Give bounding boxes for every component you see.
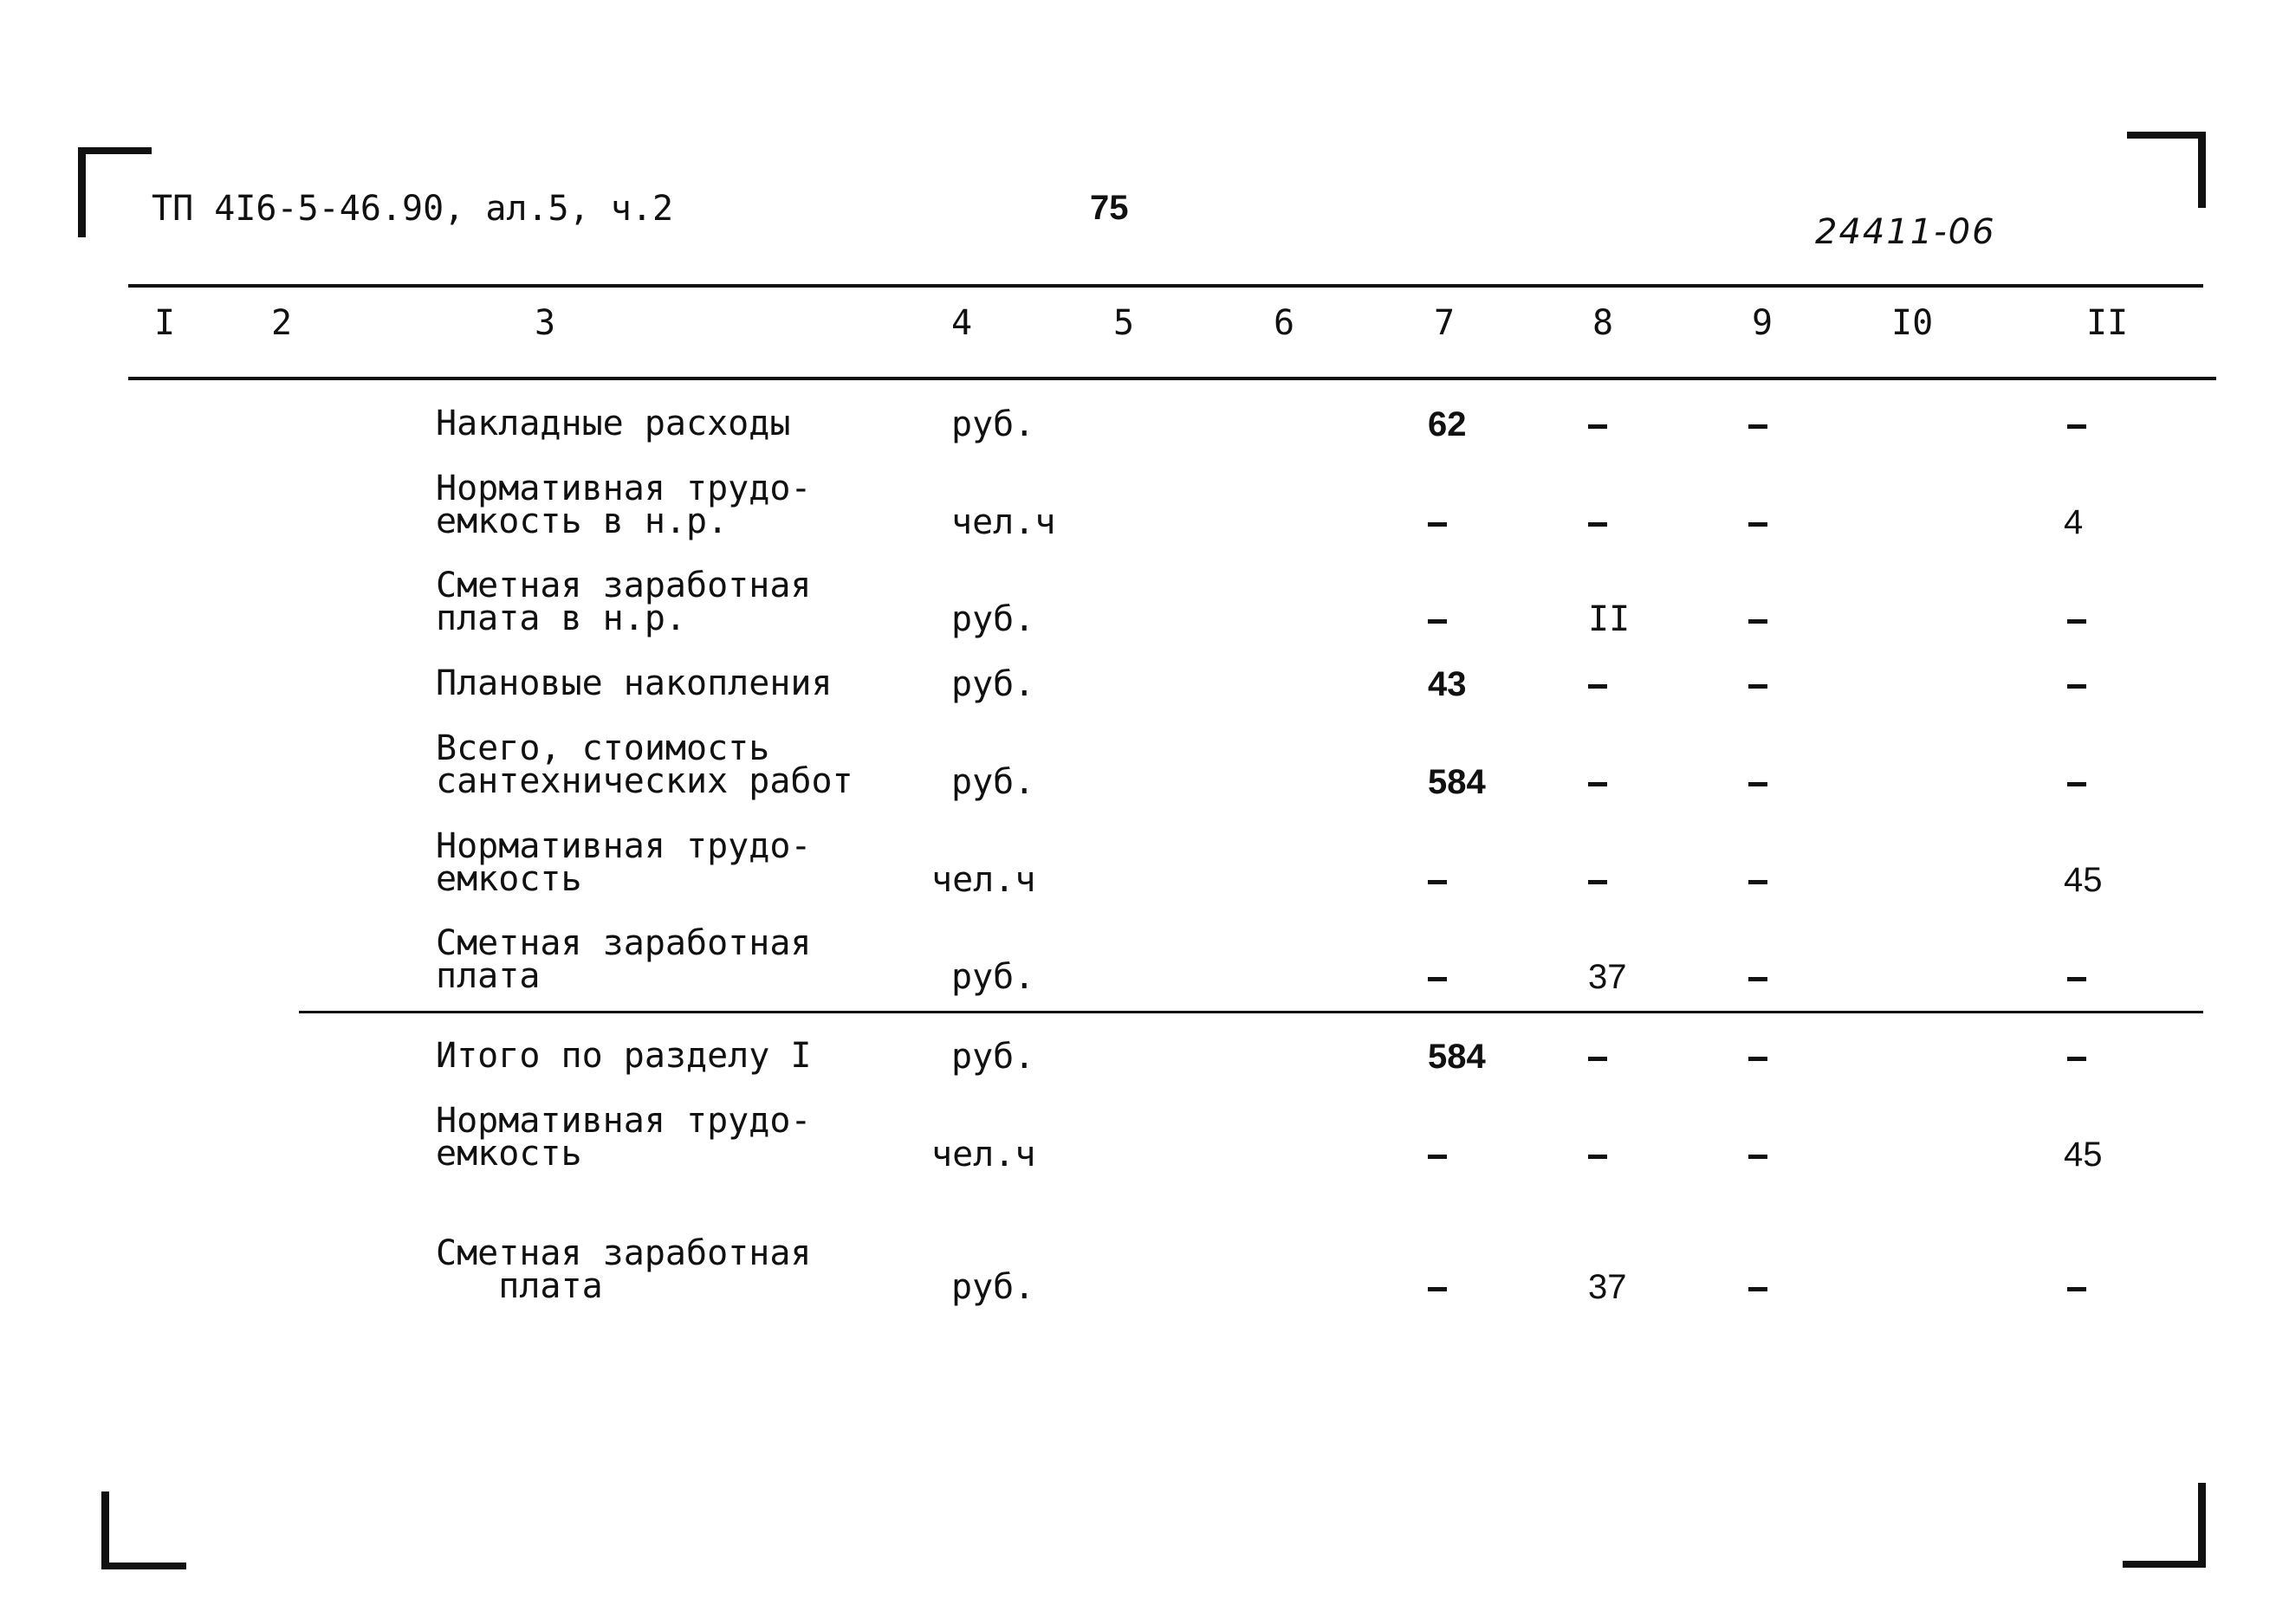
row-description <box>436 826 812 899</box>
cell-value-c7: 584 <box>1428 763 1486 801</box>
row-description-line: плата в н.р. <box>436 598 686 638</box>
row-description-line: Нормативная трудо- <box>436 826 812 866</box>
empty-dash <box>1748 522 1767 527</box>
column-number: 3 <box>535 303 556 343</box>
column-number: 9 <box>1752 303 1773 343</box>
empty-dash <box>2067 619 2086 624</box>
empty-dash <box>2067 782 2086 786</box>
column-number: II <box>2086 303 2129 343</box>
row-unit: чел.ч <box>931 860 1036 900</box>
empty-dash <box>1588 1057 1607 1061</box>
empty-dash <box>2067 1057 2086 1061</box>
row-description-line: Сметная заработная <box>436 1233 812 1273</box>
row-description-line: емкость в н.р. <box>436 501 729 541</box>
corner-mark-top-left <box>78 147 152 154</box>
row-description-line: Сметная заработная <box>436 923 812 963</box>
empty-dash <box>2067 684 2086 689</box>
cell-value-c11: 4 <box>2064 503 2084 541</box>
row-unit: руб. <box>951 762 1035 802</box>
row-unit: руб. <box>951 1267 1035 1307</box>
row-description <box>436 404 791 443</box>
row-description <box>436 1233 812 1306</box>
row-description-line: Сметная заработная <box>436 566 812 605</box>
empty-dash <box>1428 1155 1447 1159</box>
row-description-line: Нормативная трудо- <box>436 1101 812 1141</box>
row-description-line: сантехнических работ <box>436 761 853 801</box>
empty-dash <box>1588 1155 1607 1159</box>
document-code: ТП 4I6-5-46.90, ал.5, ч.2 <box>152 189 674 229</box>
empty-dash <box>1428 977 1447 981</box>
column-number: 4 <box>951 303 973 343</box>
empty-dash <box>1428 1287 1447 1291</box>
empty-dash <box>2067 1287 2086 1291</box>
row-description-line: емкость <box>436 1134 582 1174</box>
empty-dash <box>1748 782 1767 786</box>
corner-mark-top-right <box>2198 132 2206 208</box>
row-unit: чел.ч <box>951 502 1056 542</box>
cell-value-c7: 62 <box>1428 405 1467 443</box>
row-description <box>436 923 812 996</box>
row-description-line: плата <box>436 1266 603 1306</box>
column-number: I <box>154 303 176 343</box>
empty-dash <box>1748 619 1767 624</box>
row-description-line: Всего, стоимость <box>436 728 770 768</box>
empty-dash <box>1748 977 1767 981</box>
corner-mark-bottom-left <box>101 1563 186 1569</box>
row-unit: руб. <box>951 404 1035 444</box>
cell-value-c11: 45 <box>2064 861 2103 899</box>
row-unit: руб. <box>951 599 1035 639</box>
page-number: 75 <box>1090 189 1129 227</box>
corner-mark-bottom-right <box>2198 1483 2206 1568</box>
row-description <box>436 566 812 638</box>
empty-dash <box>1588 522 1607 527</box>
row-description <box>436 469 812 541</box>
column-number: 7 <box>1434 303 1456 343</box>
row-description <box>436 1101 812 1174</box>
cell-value-c7: 584 <box>1428 1038 1486 1076</box>
corner-mark-top-left <box>78 147 86 237</box>
row-description-line: Итого по разделу I <box>436 1036 812 1076</box>
column-number: I0 <box>1891 303 1934 343</box>
row-description-line: Плановые накопления <box>436 663 833 703</box>
table-top-rule <box>128 284 2203 288</box>
corner-mark-top-right <box>2127 132 2205 139</box>
empty-dash <box>1748 684 1767 689</box>
empty-dash <box>1748 424 1767 429</box>
cell-value-c11: 45 <box>2064 1136 2103 1174</box>
column-number: 6 <box>1274 303 1295 343</box>
table-header-rule <box>128 377 2216 380</box>
row-description <box>436 728 853 801</box>
empty-dash <box>1748 1155 1767 1159</box>
row-unit: руб. <box>951 957 1035 997</box>
empty-dash <box>2067 977 2086 981</box>
cell-value-c7: 43 <box>1428 665 1467 703</box>
empty-dash <box>1748 1057 1767 1061</box>
row-description <box>436 1036 812 1076</box>
row-description-line: Нормативная трудо- <box>436 469 812 508</box>
empty-dash <box>1588 880 1607 884</box>
cell-value-c8: II <box>1588 599 1631 639</box>
empty-dash <box>1428 522 1447 527</box>
empty-dash <box>1748 880 1767 884</box>
empty-dash <box>1428 880 1447 884</box>
empty-dash <box>1748 1287 1767 1291</box>
row-unit: руб. <box>951 1037 1035 1077</box>
empty-dash <box>2067 424 2086 429</box>
cell-value-c8: 37 <box>1588 1268 1627 1306</box>
corner-mark-bottom-right <box>2123 1561 2206 1568</box>
row-description-line: плата <box>436 956 541 996</box>
corner-mark-bottom-left <box>101 1491 109 1569</box>
row-description-line: емкость <box>436 859 582 899</box>
empty-dash <box>1588 424 1607 429</box>
row-unit: чел.ч <box>931 1135 1036 1174</box>
row-unit: руб. <box>951 664 1035 704</box>
row-description <box>436 663 833 703</box>
empty-dash <box>1588 782 1607 786</box>
column-number: 8 <box>1592 303 1614 343</box>
cell-value-c8: 37 <box>1588 958 1627 996</box>
column-number: 2 <box>271 303 293 343</box>
stamp-number: 24411-06 <box>1815 212 1996 252</box>
column-number: 5 <box>1113 303 1135 343</box>
empty-dash <box>1428 619 1447 624</box>
empty-dash <box>1588 684 1607 689</box>
row-description-line: Накладные расходы <box>436 404 791 443</box>
subtotal-rule <box>299 1011 2203 1013</box>
